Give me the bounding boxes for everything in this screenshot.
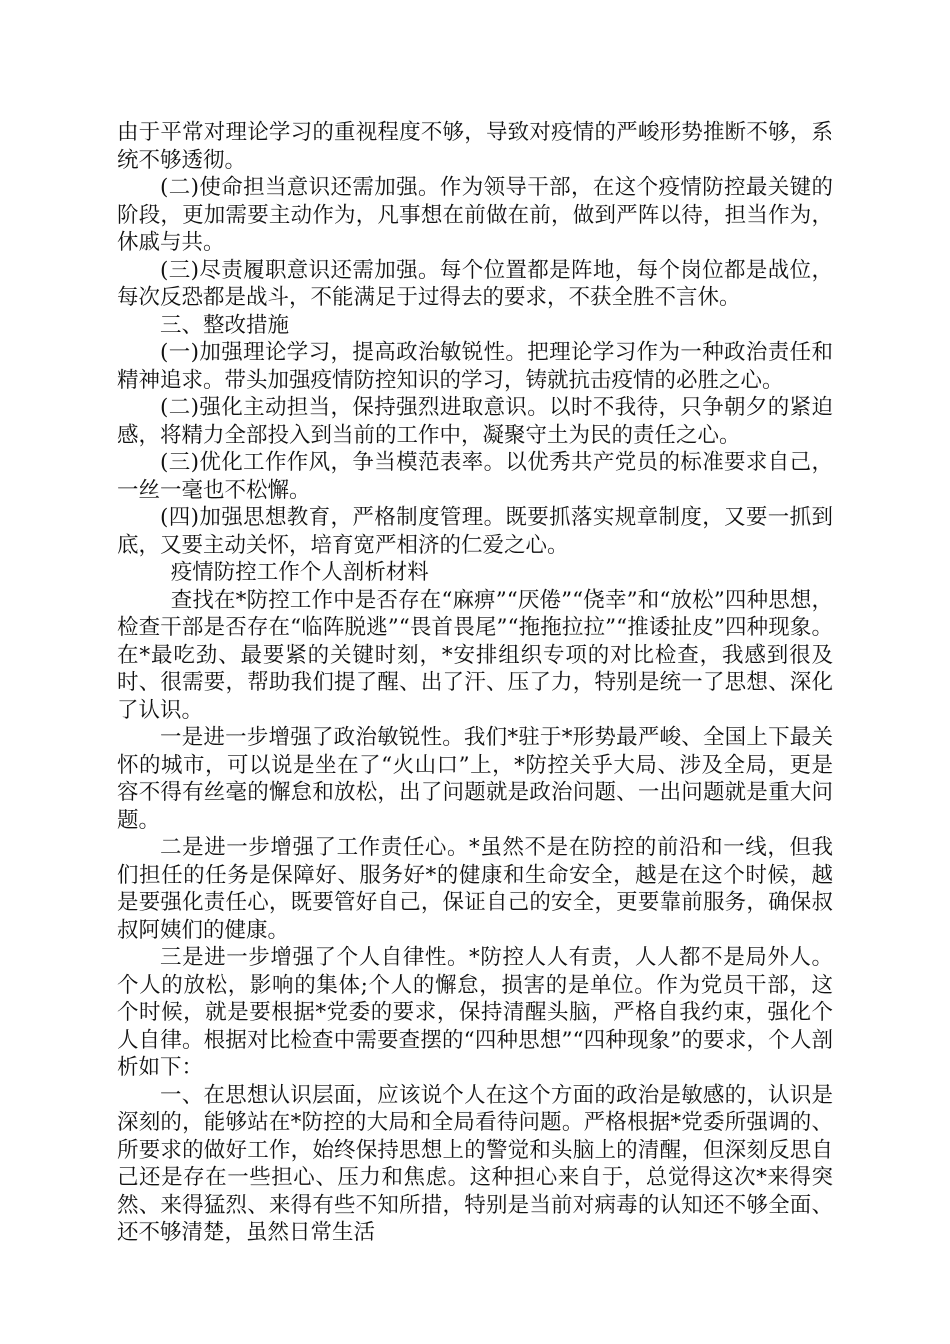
- paragraph-measure-1: (一)加强理论学习，提高政治敏锐性。把理论学习作为一种政治责任和精神追求。带头加强疫情防控知识的学习，铸就抗击疫情的必胜之心。: [117, 340, 833, 393]
- paragraph-intro: 查找在*防控工作中是否存在“麻痹”“厌倦”“侥幸”和“放松”四种思想，检查干部是否存在“临阵脱逃”“畏首畏尾”“拖拖拉拉”“推诿扯皮”四种现象。在*最吃劲、最要紧的关键时刻，*安排组织专项的对比检查，我感到很及时、很需要，帮助我们提了醒、出了汗、压了力，特别是统一了思想、深化了认识。: [117, 587, 833, 723]
- paragraph-measure-4: (四)加强思想教育，严格制度管理。既要抓落实规章制度，又要一抓到底，又要主动关怀，培育宽严相济的仁爱之心。: [117, 505, 833, 558]
- paragraph-mission-responsibility: (二)使命担当意识还需加强。作为领导干部，在这个疫情防控最关键的阶段，更加需要主动作为，凡事想在前做在前，做到严阵以待，担当作为，休戚与共。: [117, 175, 833, 255]
- document-subtitle: 疫情防控工作个人剖析材料: [170, 560, 429, 585]
- paragraph-point-2: 二是进一步增强了工作责任心。*虽然不是在防控的前沿和一线，但我们担任的任务是保障好、服务好*的健康和生命安全，越是在这个时候，越是要强化责任心，既要管好自己，保证自己的安全，更要靠前服务，确保叔叔阿姨们的健康。: [117, 835, 833, 943]
- paragraph-point-3: 三是进一步增强了个人自律性。*防控人人有责，人人都不是局外人。个人的放松，影响的集体;个人的懈怠，损害的是单位。作为党员干部，这个时候，就是要根据*党委的要求，保持清醒头脑，严格自我约束，强化个人自律。根据对比检查中需要查摆的“四种思想”“四种现象”的要求，个人剖析如下：: [117, 945, 833, 1080]
- paragraph-measure-2: (二)强化主动担当，保持强烈进取意识。以时不我待，只争朝夕的紧迫感，将精力全部投入到当前的工作中，凝聚守土为民的责任之心。: [117, 395, 833, 448]
- paragraph-analysis-1: 一、在思想认识层面，应该说个人在这个方面的政治是敏感的，认识是深刻的，能够站在*防控的大局和全局看待问题。严格根据*党委所强调的、所要求的做好工作，始终保持思想上的警觉和头脑上的清醒，但深刻反思自己还是存在一些担心、压力和焦虑。这种担心来自于，总觉得这次*来得突然、来得猛烈、来得有些不知所措，特别是当前对病毒的认知还不够全面、还不够清楚，虽然日常生活: [117, 1082, 833, 1245]
- paragraph-point-1: 一是进一步增强了政治敏锐性。我们*驻于*形势最严峻、全国上下最关怀的城市，可以说是坐在了“火山口”上，*防控关乎大局、涉及全局，更是容不得有丝毫的懈怠和放松，出了问题就是政治问题、一出问题就是重大问题。: [117, 725, 833, 833]
- paragraph-continuation: 由于平常对理论学习的重视程度不够，导致对疫情的严峻形势推断不够，系统不够透彻。: [117, 120, 833, 173]
- section-heading-rectification: 三、整改措施: [160, 312, 290, 338]
- document-page: [117, 119, 833, 1247]
- paragraph-measure-3: (三)优化工作作风，争当模范表率。以优秀共产党员的标准要求自己，一丝一毫也不松懈。: [117, 450, 833, 503]
- paragraph-duty-awareness: (三)尽责履职意识还需加强。每个位置都是阵地，每个岗位都是战位，每次反恐都是战斗，不能满足于过得去的要求，不获全胜不言休。: [117, 257, 833, 310]
